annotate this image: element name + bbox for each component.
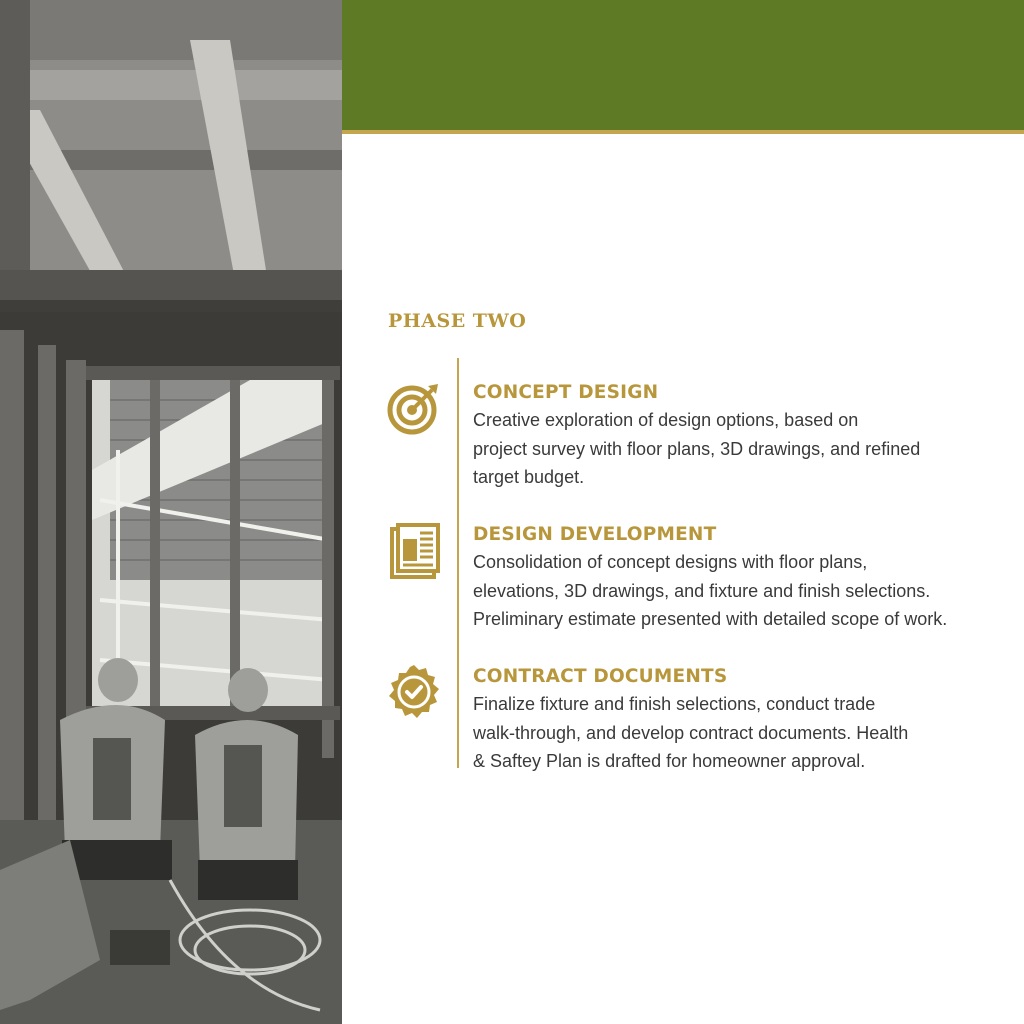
description-line: elevations, 3D drawings, and fixture and finish selections. xyxy=(473,580,931,601)
description-line: target budget. xyxy=(473,467,585,487)
timeline-divider xyxy=(457,358,459,768)
section-title: CONCEPT DESIGN xyxy=(473,382,659,403)
section-contract-documents xyxy=(473,666,993,776)
section-concept-design xyxy=(473,382,993,492)
description-line: Creative exploration of design options, based on xyxy=(473,410,859,430)
section-title: CONTRACT DOCUMENTS xyxy=(473,666,728,687)
description-line: Finalize fixture and finish selections, conduct trade xyxy=(473,694,876,714)
header-band xyxy=(342,0,1024,130)
description-line: Preliminary estimate presented with detailed scope of work. xyxy=(473,609,948,629)
section-description xyxy=(473,548,993,634)
section-description xyxy=(473,690,993,776)
document-icon xyxy=(386,523,442,579)
section-title: DESIGN DEVELOPMENT xyxy=(473,524,717,545)
section-description xyxy=(473,406,993,492)
target-icon xyxy=(386,380,442,436)
phase-title: PHASE TWO xyxy=(388,310,527,332)
approval-badge-icon xyxy=(386,664,442,720)
description-line: Consolidation of concept designs with floor plans, xyxy=(473,552,868,572)
description-line: & Saftey Plan is drafted for homeowner approval. xyxy=(473,751,866,771)
description-line: walk-through, and develop contract documents. Health xyxy=(473,722,909,743)
construction-photo xyxy=(0,0,342,1024)
section-design-development xyxy=(473,524,993,634)
description-line: project survey with floor plans, 3D drawings, and refined xyxy=(473,438,921,459)
header-divider xyxy=(342,130,1024,134)
